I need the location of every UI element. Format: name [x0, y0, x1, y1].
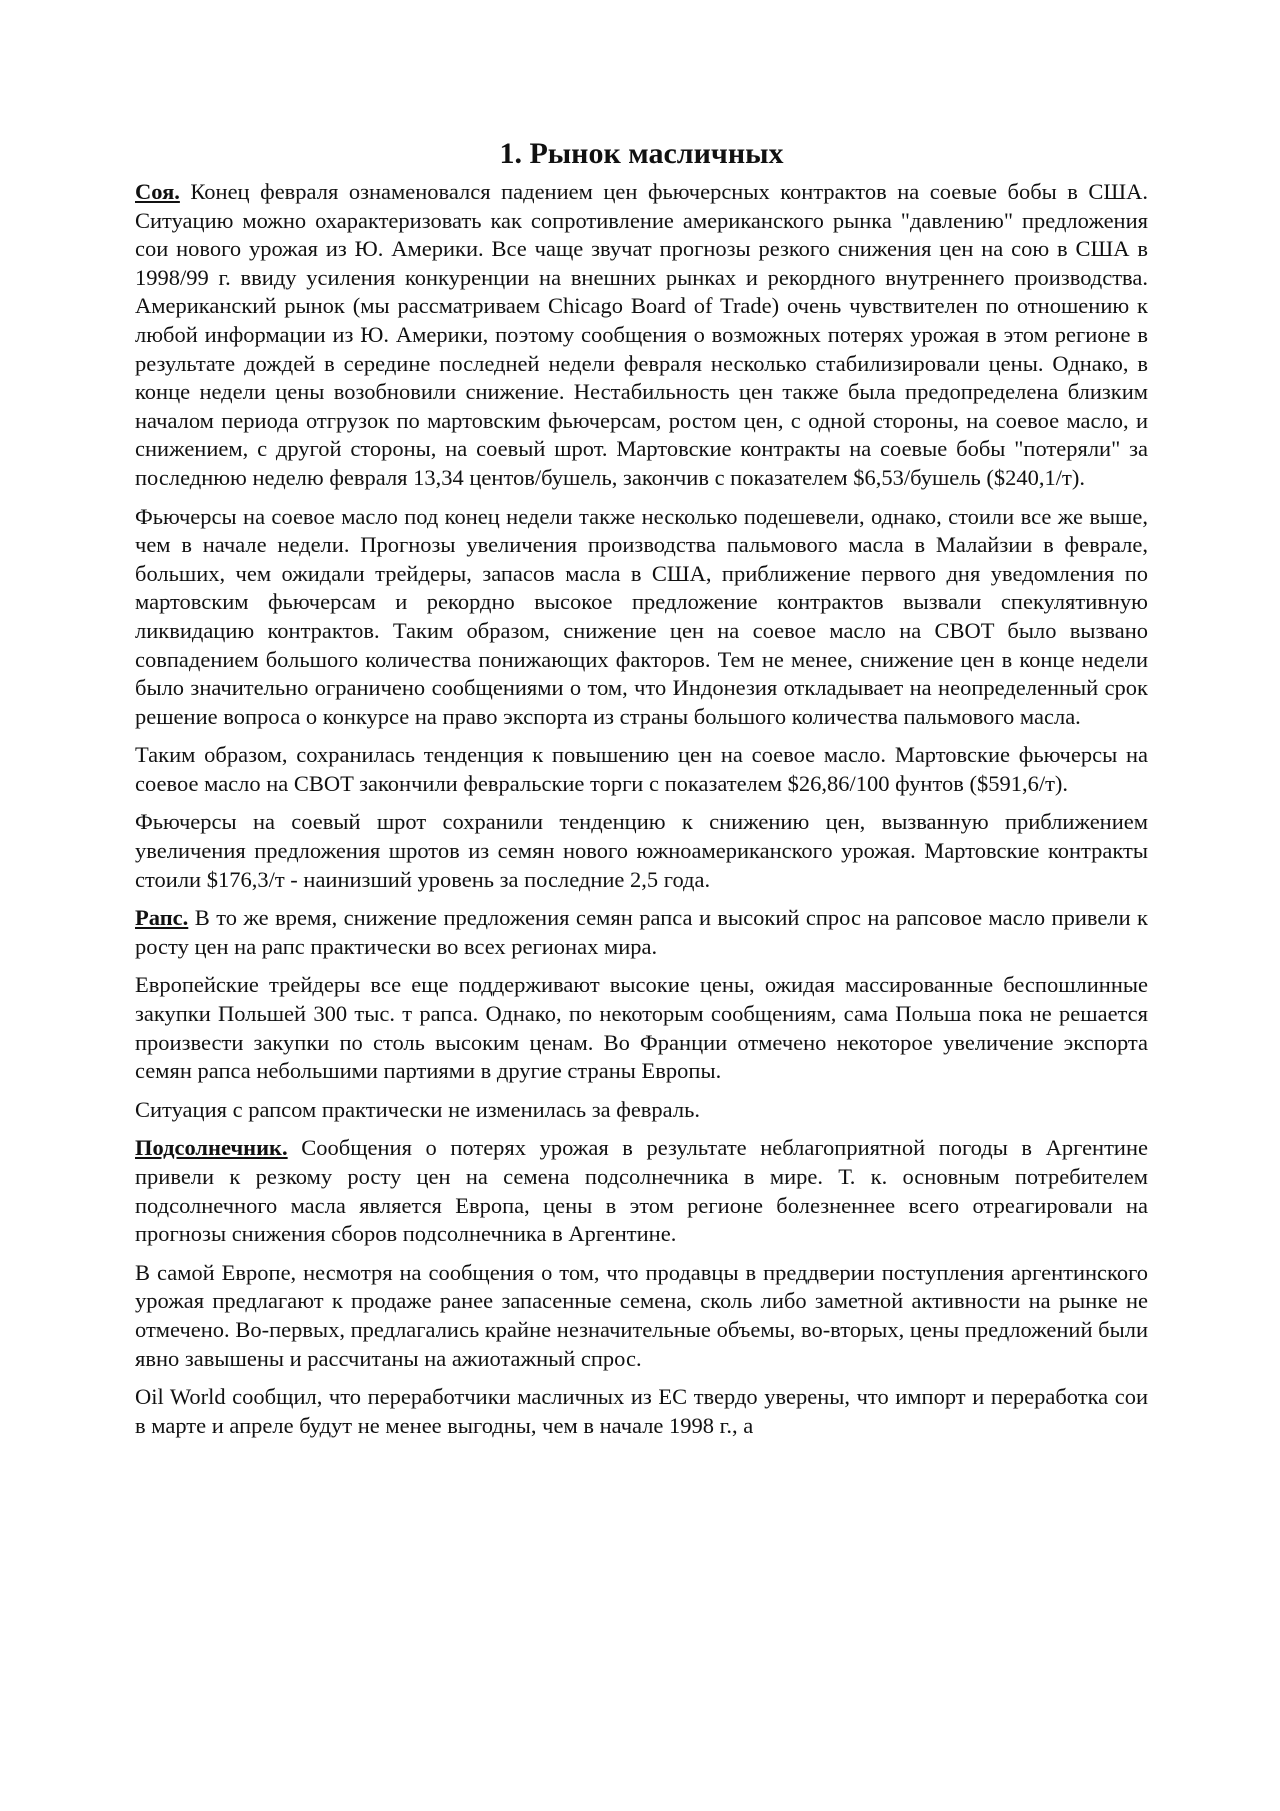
paragraph-soy — [135, 178, 1148, 493]
paragraph-text: Фьючерсы на соевый шрот сохранили тенденцию к снижению цен, вызванную приближением увеличения предложения шротов из семян нового южноамериканского урожая. Мартовские контракты стоили $176,3/т - наинизший уровень за последние 2,5 года. — [135, 809, 1148, 892]
paragraph-soy-oil — [135, 503, 1148, 732]
paragraph-european-traders — [135, 971, 1148, 1085]
paragraph-text: Сообщения о потерях урожая в результате неблагоприятной погоды в Аргентине привели к резкому росту цен на семена подсолнечника в мире. Т. к. основным потребителем подсолнечного масла является Европа, цены в этом регионе болезненнее всего отреагировали на прогнозы снижения сборов подсолнечника в Аргентине. — [135, 1135, 1148, 1247]
paragraph-text: Европейские трейдеры все еще поддерживают высокие цены, ожидая массированные беспошлинные закупки Польшей 300 тыс. т рапса. Однако, по некоторым сообщениям, сама Польша пока не решается произвести закупки по столь высоким ценам. Во Франции отмечено некоторое увеличение экспорта семян рапса небольшими партиями в другие страны Европы. — [135, 972, 1148, 1084]
paragraph-europe-market — [135, 1259, 1148, 1373]
paragraph-text: Конец февраля ознаменовался падением цен фьючерсных контрактов на соевые бобы в США. Ситуацию можно охарактеризовать как сопротивление американского рынка "давлению" предложения сои нового урожая из Ю. Америки. Все чаще звучат прогнозы резкого снижения цен на сою в США в 1998/99 г. ввиду усиления конкуренции на внешних рынках и рекордного внутреннего производства. Американский рынок (мы рассматриваем Chicago Board of Trade) очень чувствителен по отношению к любой информации из Ю. Америки, поэтому сообщения о возможных потерях урожая в этом регионе в результате дождей в середине последней недели февраля несколько стабилизировали цены. Однако, в конце недели цены возобновили снижение. Нестабильность цен также была предопределена близким началом периода отгрузок по мартовским фьючерсам, ростом цен, с одной стороны, на соевое масло, и снижением, с другой стороны, на соевый шрот. Мартовские контракты на соевые бобы "потеряли" за последнюю неделю февраля 13,34 центов/бушель, закончив с показателем $6,53/бушель ($240,1/т). — [135, 179, 1148, 490]
paragraph-rapeseed — [135, 904, 1148, 961]
document-body — [135, 134, 1148, 1450]
paragraph-text: Таким образом, сохранилась тенденция к повышению цен на соевое масло. Мартовские фьючерсы на соевое масло на CBOT закончили февральские торги с показателем $26,86/100 фунтов ($591,6/т). — [135, 742, 1148, 796]
paragraph-soy-meal — [135, 808, 1148, 894]
paragraph-text: В то же время, снижение предложения семян рапса и высокий спрос на рапсовое масло привели к росту цен на рапс практически во всех регионах мира. — [135, 905, 1148, 959]
paragraph-text: В самой Европе, несмотря на сообщения о том, что продавцы в преддверии поступления аргентинского урожая предлагают к продаже ранее запасенные семена, сколь либо заметной активности на рынке не отмечено. Во-первых, предлагались крайне незначительные объемы, во-вторых, цены предложений были явно завышены и рассчитаны на ажиотажный спрос. — [135, 1259, 1148, 1371]
paragraph-text: Ситуация с рапсом практически не изменилась за февраль. — [135, 1096, 700, 1122]
paragraph-lead: Подсолнечник. — [135, 1135, 288, 1161]
paragraph-sunflower — [135, 1134, 1148, 1248]
paragraph-text: Фьючерсы на соевое масло под конец недели также несколько подешевели, однако, стоили все же выше, чем в начале недели. Прогнозы увеличения производства пальмового масла в Малайзии в феврале, больших, чем ожидали трейдеры, запасов масла в США, приближение первого дня уведомления по мартовским фьючерсам и рекордно высокое предложение контрактов вызвали спекулятивную ликвидацию контрактов. Таким образом, снижение цен на соевое масло на CBOT было вызвано совпадением большого количества понижающих факторов. Тем не менее, снижение цен в конце недели было значительно ограничено сообщениями о том, что Индонезия откладывает на неопределенный срок решение вопроса о конкурсе на право экспорта из страны большого количества пальмового масла. — [135, 503, 1148, 729]
paragraph-text: Oil World сообщил, что переработчики масличных из ЕС твердо уверены, что импорт и переработка сои в марте и апреле будут не менее выгодны, чем в начале 1998 г., а — [135, 1384, 1148, 1438]
paragraph-lead: Рапс. — [135, 905, 189, 931]
paragraph-rapeseed-summary — [135, 1096, 1148, 1125]
paragraph-oil-world — [135, 1383, 1148, 1440]
section-title: 1. Рынок масличных — [499, 137, 784, 170]
paragraph-lead: Соя. — [135, 179, 180, 204]
paragraph-soy-oil-trend — [135, 741, 1148, 798]
